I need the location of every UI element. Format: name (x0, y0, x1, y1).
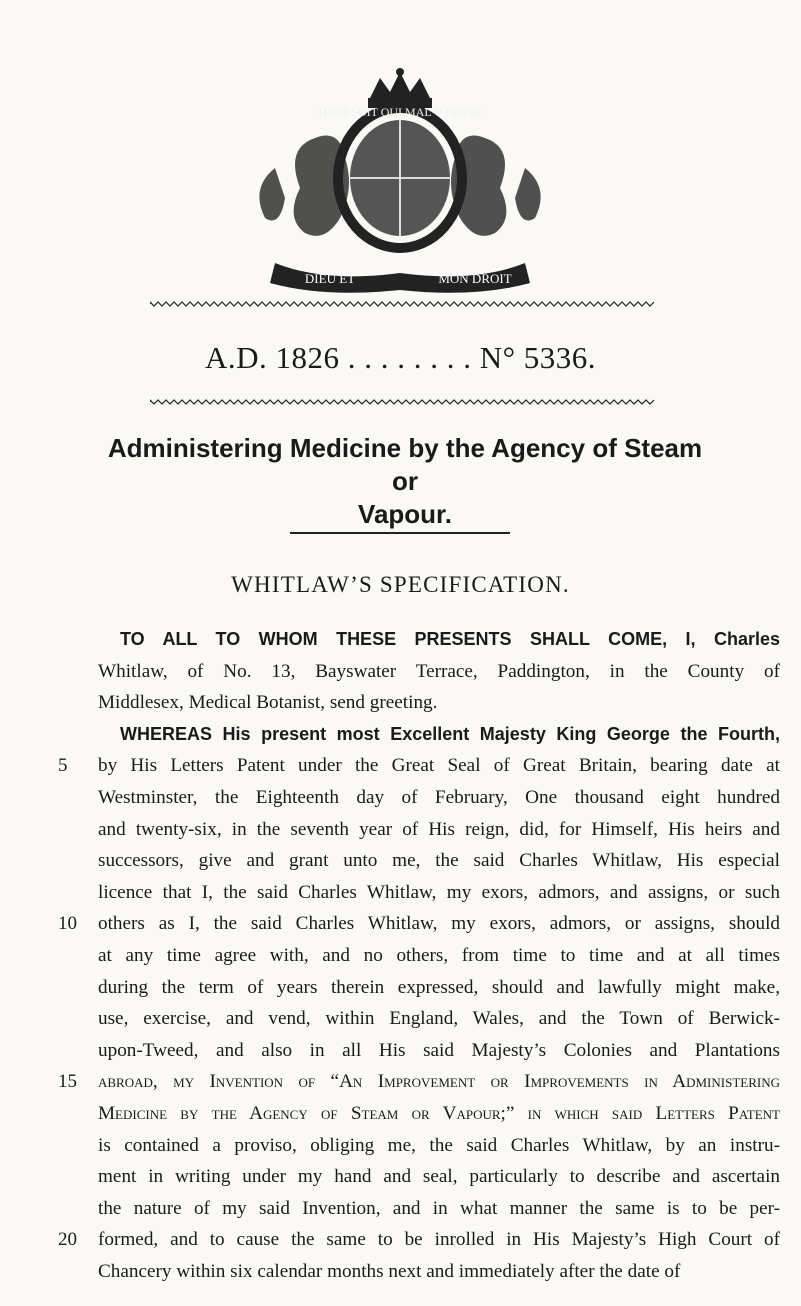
seal-motto-left: DIEU ET (304, 271, 356, 286)
line-text: Westminster, the Eighteenth day of February, One thousand eight hundred (98, 786, 780, 808)
title-line-1: Administering Medicine by the Agency of Steam or (107, 433, 703, 496)
line-text: Chancery within six calendar months next and immediately after the date of (98, 1260, 681, 1282)
text-line (60, 719, 780, 751)
line-text: abroad, my Invention of “An Improvement or Improvements in Administering (98, 1071, 780, 1093)
text-line (60, 1035, 780, 1067)
garter-motto: HONI SOIT QUI MAL Y PENSE (318, 105, 482, 119)
text-line (60, 687, 780, 719)
text-line (60, 1161, 780, 1193)
line-number: 10 (58, 913, 77, 935)
divider-rule (290, 532, 510, 534)
text-line (60, 845, 780, 877)
line-text: WHEREAS His present most Excellent Majesty King George the Fourth, (120, 723, 780, 744)
document-title (95, 432, 715, 531)
line-number: 15 (58, 1071, 77, 1093)
text-line (60, 1098, 780, 1130)
title-line-2: Vapour. (358, 499, 452, 529)
wavy-rule-top (150, 300, 655, 308)
text-line (60, 972, 780, 1004)
text-line (60, 1193, 780, 1225)
line-text: the nature of my said Invention, and in what manner the same is to be per- (98, 1197, 780, 1219)
line-text: formed, and to cause the same to be inrolled in His Majesty’s High Court of (98, 1229, 780, 1251)
dot-leader: . . . . . . . . (339, 340, 480, 375)
text-line (60, 782, 780, 814)
text-line (60, 750, 780, 782)
line-text: is contained a proviso, obliging me, the said Charles Whitlaw, by an instru- (98, 1134, 780, 1156)
text-line (60, 656, 780, 688)
line-text: successors, give and grant unto me, the said Charles Whitlaw, His especial (98, 850, 780, 872)
text-line (60, 940, 780, 972)
line-text: Whitlaw, of No. 13, Bayswater Terrace, Paddington, in the County of (98, 660, 780, 682)
patent-number: N° 5336. (479, 340, 597, 375)
specification-heading: WHITLAW’S SPECIFICATION. (231, 572, 570, 597)
line-text: at any time agree with, and no others, from time to time and at all times (98, 944, 780, 966)
specification-body (60, 624, 780, 1287)
text-line (60, 1224, 780, 1256)
wavy-rule-bottom (150, 398, 655, 406)
line-number: 20 (58, 1229, 77, 1251)
patent-year: A.D. 1826 (204, 340, 340, 375)
text-line (60, 877, 780, 909)
line-text: others as I, the said Charles Whitlaw, my exors, admors, or assigns, should (98, 913, 780, 935)
text-line (60, 814, 780, 846)
text-line (60, 1130, 780, 1162)
line-text: use, exercise, and vend, within England, Wales, and the Town of Berwick- (98, 1008, 780, 1030)
text-line (60, 1066, 780, 1098)
patent-number-line (0, 340, 801, 376)
line-text: ment in writing under my hand and seal, particularly to describe and ascertain (98, 1166, 780, 1188)
line-text: during the term of years therein expressed, should and lawfully might make, (98, 976, 780, 998)
text-line (60, 624, 780, 656)
line-text: licence that I, the said Charles Whitlaw, my exors, admors, and assigns, or such (98, 881, 780, 903)
line-text: upon-Tweed, and also in all His said Majesty’s Colonies and Plantations (98, 1039, 780, 1061)
text-line (60, 1256, 780, 1288)
line-text: and twenty-six, in the seventh year of His reign, did, for Himself, His heirs and (98, 818, 780, 840)
line-number: 5 (58, 755, 68, 777)
line-text: Medicine by the Agency of Steam or Vapour;” in which said Letters Patent (98, 1102, 780, 1124)
line-text: Middlesex, Medical Botanist, send greeting. (98, 692, 438, 714)
line-text: TO ALL TO WHOM THESE PRESENTS SHALL COME, I, Charles (120, 629, 780, 649)
line-text: by His Letters Patent under the Great Seal of Great Britain, bearing date at (98, 755, 780, 777)
seal-motto-right: MON DROIT (438, 271, 512, 286)
text-line (60, 908, 780, 940)
royal-arms-seal (245, 68, 555, 296)
text-line (60, 1003, 780, 1035)
